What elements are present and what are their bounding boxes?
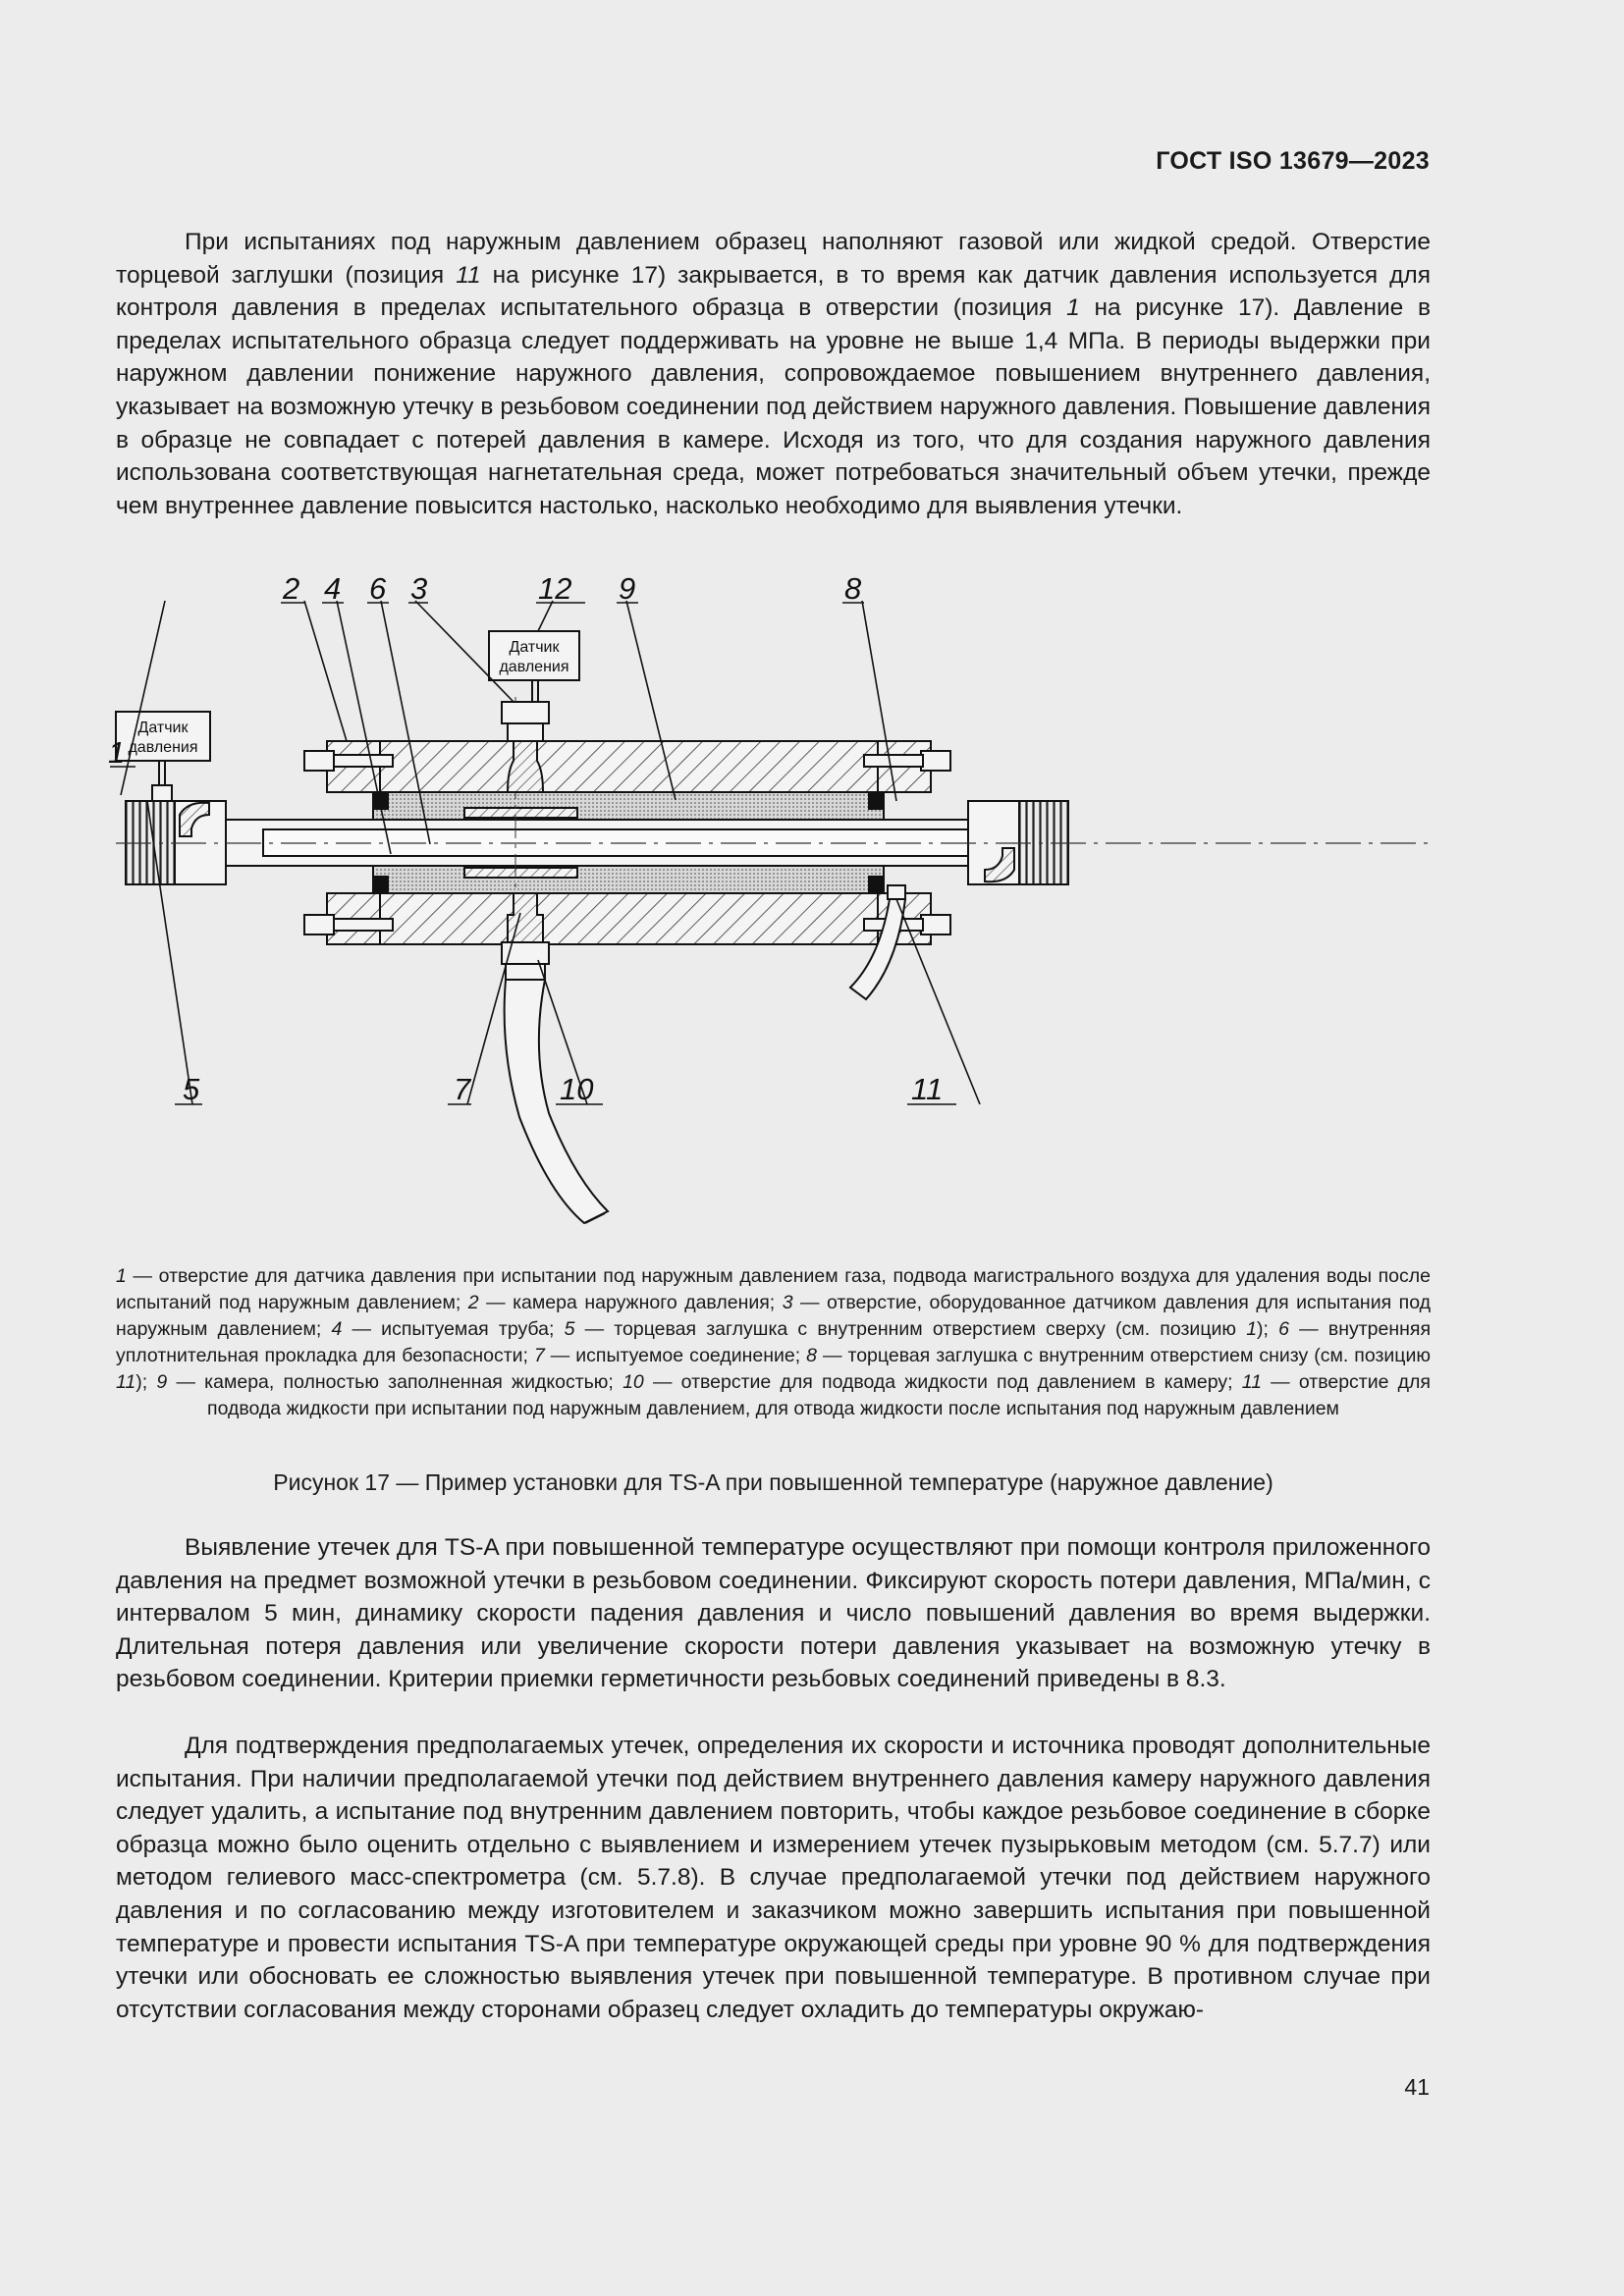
legend-num: 2 [467,1292,479,1313]
legend-num: 4 [331,1318,343,1340]
sensor-1-label-line2: давления [128,739,198,756]
callout-12: 12 [538,571,572,606]
legend-text: — торцевая заглушка с внутренним отверстием сверху (см. позицию [574,1318,1247,1340]
legend-text: — камера наружного давления; [478,1292,783,1313]
figure-legend [116,1263,1431,1422]
legend-num: 9 [156,1371,168,1393]
legend-text: — камера, полностью заполненная жидкостью; [167,1371,623,1393]
legend-num: 11 [116,1371,136,1393]
legend-num: 1 [1246,1318,1258,1340]
callout-5: 5 [183,1072,200,1106]
legend-num: 8 [806,1345,818,1366]
p1-text-a: При испытаниях под наружным давлением образец наполняют газовой или жидкой средой. Отверстие торцевой заглушки (позиция [116,229,1431,289]
page-number: 41 [1404,2074,1430,2100]
legend-num: 10 [623,1371,644,1393]
callout-7: 7 [454,1072,471,1106]
legend-text: — отверстие для подвода жидкости при испытании под наружным давлением, для отвода жидкости после испытания под наружным давлением [207,1371,1431,1419]
sensor-12-label-line1: Датчик [509,639,560,656]
callout-3: 3 [410,571,428,606]
callout-11: 11 [911,1072,944,1106]
callout-4: 4 [324,571,342,606]
legend-text: ); [1257,1318,1279,1340]
legend-num: 3 [782,1292,793,1313]
figure-caption: Рисунок 17 — Пример установки для TS-A при повышенной температуре (наружное давление) [273,1469,1273,1495]
legend-text: — отверстие для подвода жидкости под давлением в камеру; [643,1371,1242,1393]
setup-drawing [108,569,1432,1237]
document-code-header: ГОСТ ISO 13679—2023 [1156,147,1430,175]
legend-text: — торцевая заглушка с внутренним отверстием снизу (см. позицию [817,1345,1431,1366]
legend-text: ); [135,1371,157,1393]
p1-ref-1: 1 [1066,294,1080,322]
legend-num: 1 [116,1265,127,1287]
sensor-12-label-line2: давления [499,659,569,675]
legend-text: — отверстие для датчика давления при испытании под наружным давлением газа, подвода магистрального воздуха для удаления воды после испытаний под наружным давлением; [116,1265,1431,1313]
p1-text-c: на рисунке 17). Давление в пределах испытательного образца следует поддерживать на уровне не выше 1,4 МПа. В периоды выдержки при наружном давлении понижение наружного давления, сопровождаемое повышением внутреннего давления, указывает на возможную утечку в резьбовом соединении под действием наружного давления. Повышение давления в образце не совпадает с потерей давления в камере. Исходя из того, что для создания наружного давления использована соответствующая нагнетательная среда, может потребоваться значительный объем утечки, прежде чем внутреннее давление повысится настолько, насколько необходимо для выявления утечки. [116,294,1431,519]
callout-10: 10 [560,1072,594,1106]
paragraph-external-pressure-test [116,226,1431,522]
p1-ref-11: 11 [456,261,481,289]
legend-text: — испытуемое соединение; [544,1345,807,1366]
callout-9: 9 [619,571,636,606]
legend-text: — внутренняя уплотнительная прокладка для безопасности; [116,1318,1431,1366]
callout-6: 6 [369,571,387,606]
paragraph-leak-detection: Выявление утечек для TS-A при повышенной температуре осуществляют при помощи контроля приложенного давления на предмет возможной утечки в резьбовом соединении. Фиксируют скорость потери давления, МПа/мин, с интервалом 5 мин, динамику скорости падения давления и число повышений давления во время выдержки. Длительная потеря давления или увеличение скорости потери давления указывает на возможную утечку в резьбовом соединении. Критерии приемки герметичности резьбовых соединений приведены в 8.3. [116,1534,1431,1693]
paragraph-additional-tests: Для подтверждения предполагаемых утечек, определения их скорости и источника проводят дополнительные испытания. При наличии предполагаемой утечки под действием внутреннего давления камеру наружного давления следует удалить, а испытание под внутренним давлением повторить, чтобы каждое резьбовое соединение в сборке образца можно было оценить отдельно с выявлением и измерением утечек пузырьковым методом (см. 5.7.7) или методом гелиевого масс-спектрометра (см. 5.7.8). В случае предполагаемой утечки под действием наружного давления и по согласованию между изготовителем и заказчиком можно завершить испытания при повышенной температуре и провести испытания TS-A при температуре окружающей среды при уровне 90 % для подтверждения утечки или обосновать ее сложностью выявления утечек при повышенной температуре. В противном случае при отсутствии согласования между сторонами образец следует охладить до температуры окружаю- [116,1733,1431,2023]
legend-num: 6 [1278,1318,1289,1340]
legend-text: — испытуемая труба; [342,1318,565,1340]
figure-17-test-setup [108,569,1432,1237]
callout-1: 1 [108,735,126,770]
p1-text-b: на рисунке 17) закрывается, в то время как датчик давления используется для контроля давления в пределах испытательного образца в отверстии (позиция [116,261,1431,322]
legend-text: — отверстие, оборудованное датчиком давления для испытания под наружным давлением; [116,1292,1431,1340]
callout-8: 8 [844,571,862,606]
legend-num: 11 [1241,1371,1262,1393]
legend-num: 7 [533,1345,545,1366]
callout-2: 2 [283,571,300,606]
sensor-1-label-line1: Датчик [137,720,189,736]
legend-num: 5 [564,1318,575,1340]
